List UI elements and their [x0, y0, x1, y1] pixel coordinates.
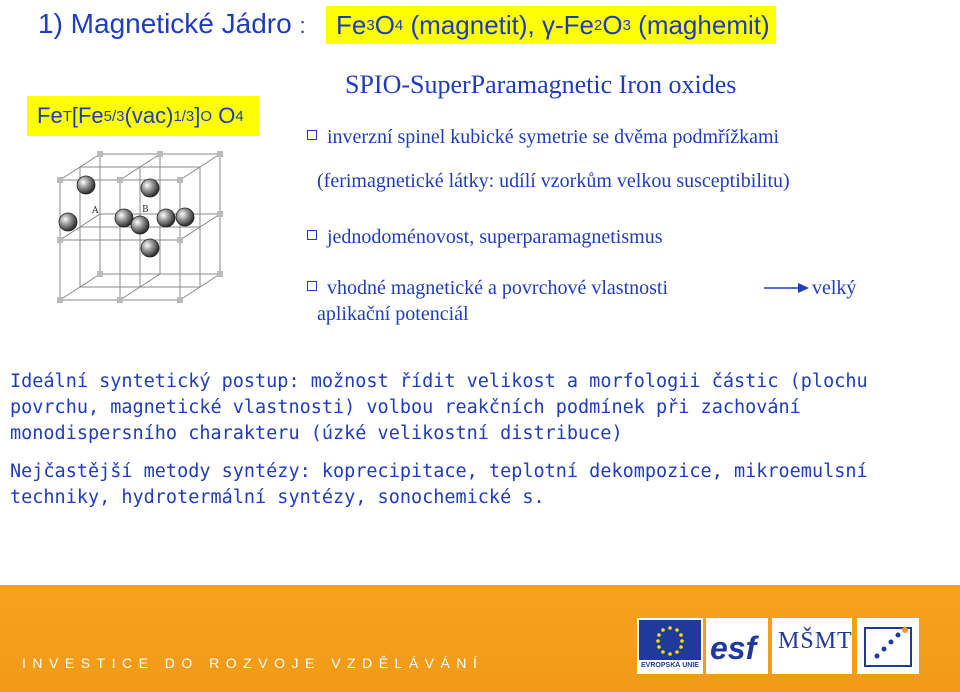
formula-part: Fe [336, 9, 367, 40]
msmt-text: MŠMT [778, 628, 853, 654]
formula-sub: 2 [594, 16, 603, 34]
bullet-marker [307, 130, 317, 140]
bullet-marker [307, 230, 317, 240]
slide-title-text: 1) Magnetické Jádro [38, 8, 292, 39]
bullet-superparamagnetism [307, 226, 663, 249]
formula-sub: 3 [622, 16, 631, 34]
bullet-marker [307, 281, 317, 291]
slide-title [38, 8, 306, 40]
sf-part: (vac) [124, 103, 174, 128]
title-colon: : [299, 13, 306, 38]
formula-name: (magnetit), [410, 9, 535, 40]
sf-sup: O [200, 107, 213, 125]
bullet-properties [307, 277, 668, 300]
arrow-right-icon [764, 280, 810, 296]
op-dots-icon [857, 618, 919, 674]
spinel-formula-box [27, 96, 259, 136]
msmt-logo [772, 618, 852, 674]
sf-part: [Fe [71, 103, 104, 128]
bullet-spinel [307, 126, 779, 149]
eu-flag-icon [639, 620, 701, 660]
sf-sub: 1/3 [173, 107, 195, 125]
formula-sub: 4 [394, 16, 404, 34]
eu-logo [637, 618, 703, 674]
sf-part: ] [194, 103, 201, 128]
eu-label: EVROPSKÁ UNIE [641, 662, 699, 669]
sf-sup: T [62, 107, 72, 125]
footer-slogan: INVESTICE DO ROZVOJE VZDĚLÁVÁNÍ [22, 655, 484, 671]
synthesis-lead: Ideální syntetický postup [10, 371, 289, 392]
bullet-large: velký [812, 277, 857, 299]
formula-part: O [374, 9, 395, 40]
synthesis-text: : možnost řídit velikost a morfologii částic (plochu povrchu, magnetické vlastnosti) volbou reakčních podmínek při zachování monodispersního charakteru (úzké velikostní distribuce) [10, 371, 868, 444]
formula-part: O [602, 9, 623, 40]
sf-part: Fe [37, 103, 63, 128]
bullet-text: jednodoménovost, superparamagnetismus [327, 226, 663, 248]
formula-part: γ-Fe [542, 9, 594, 40]
esf-logo [706, 618, 768, 674]
site-label-a: A [92, 206, 99, 216]
site-label-b: B [142, 205, 149, 215]
sf-part: O [218, 103, 236, 128]
formula-sub: 3 [366, 16, 375, 34]
esf-text: esf [710, 630, 757, 666]
bullet-text: vhodné magnetické a povrchové vlastnosti [327, 277, 669, 299]
synthesis-paragraph [10, 369, 950, 447]
iron-oxide-formula-box [326, 6, 776, 44]
sf-sub: 5/3 [103, 107, 125, 125]
methods-text: : koprecipitace, teplotní dekompozice, mikroemulsní techniky, hydrotermální syntézy, sonochemické s. [10, 461, 868, 508]
methods-paragraph [10, 459, 950, 511]
bullet-text: inverzní spinel kubické symetrie se dvěma podmřížkami [327, 126, 780, 148]
methods-lead: Nejčastější metody syntézy [10, 461, 300, 482]
op-logo [857, 618, 919, 674]
sf-sub: 4 [235, 107, 244, 125]
bullet-ferrimagnetic-note: (ferimagnetické látky: udílí vzorkům velkou susceptibilitu) [317, 170, 790, 192]
formula-name: (maghemit) [638, 9, 770, 40]
bullet-application-potential: aplikační potenciál [317, 303, 469, 325]
spinel-lattice-diagram [40, 140, 240, 310]
spio-subtitle: SPIO-SuperParamagnetic Iron oxides [345, 70, 737, 99]
